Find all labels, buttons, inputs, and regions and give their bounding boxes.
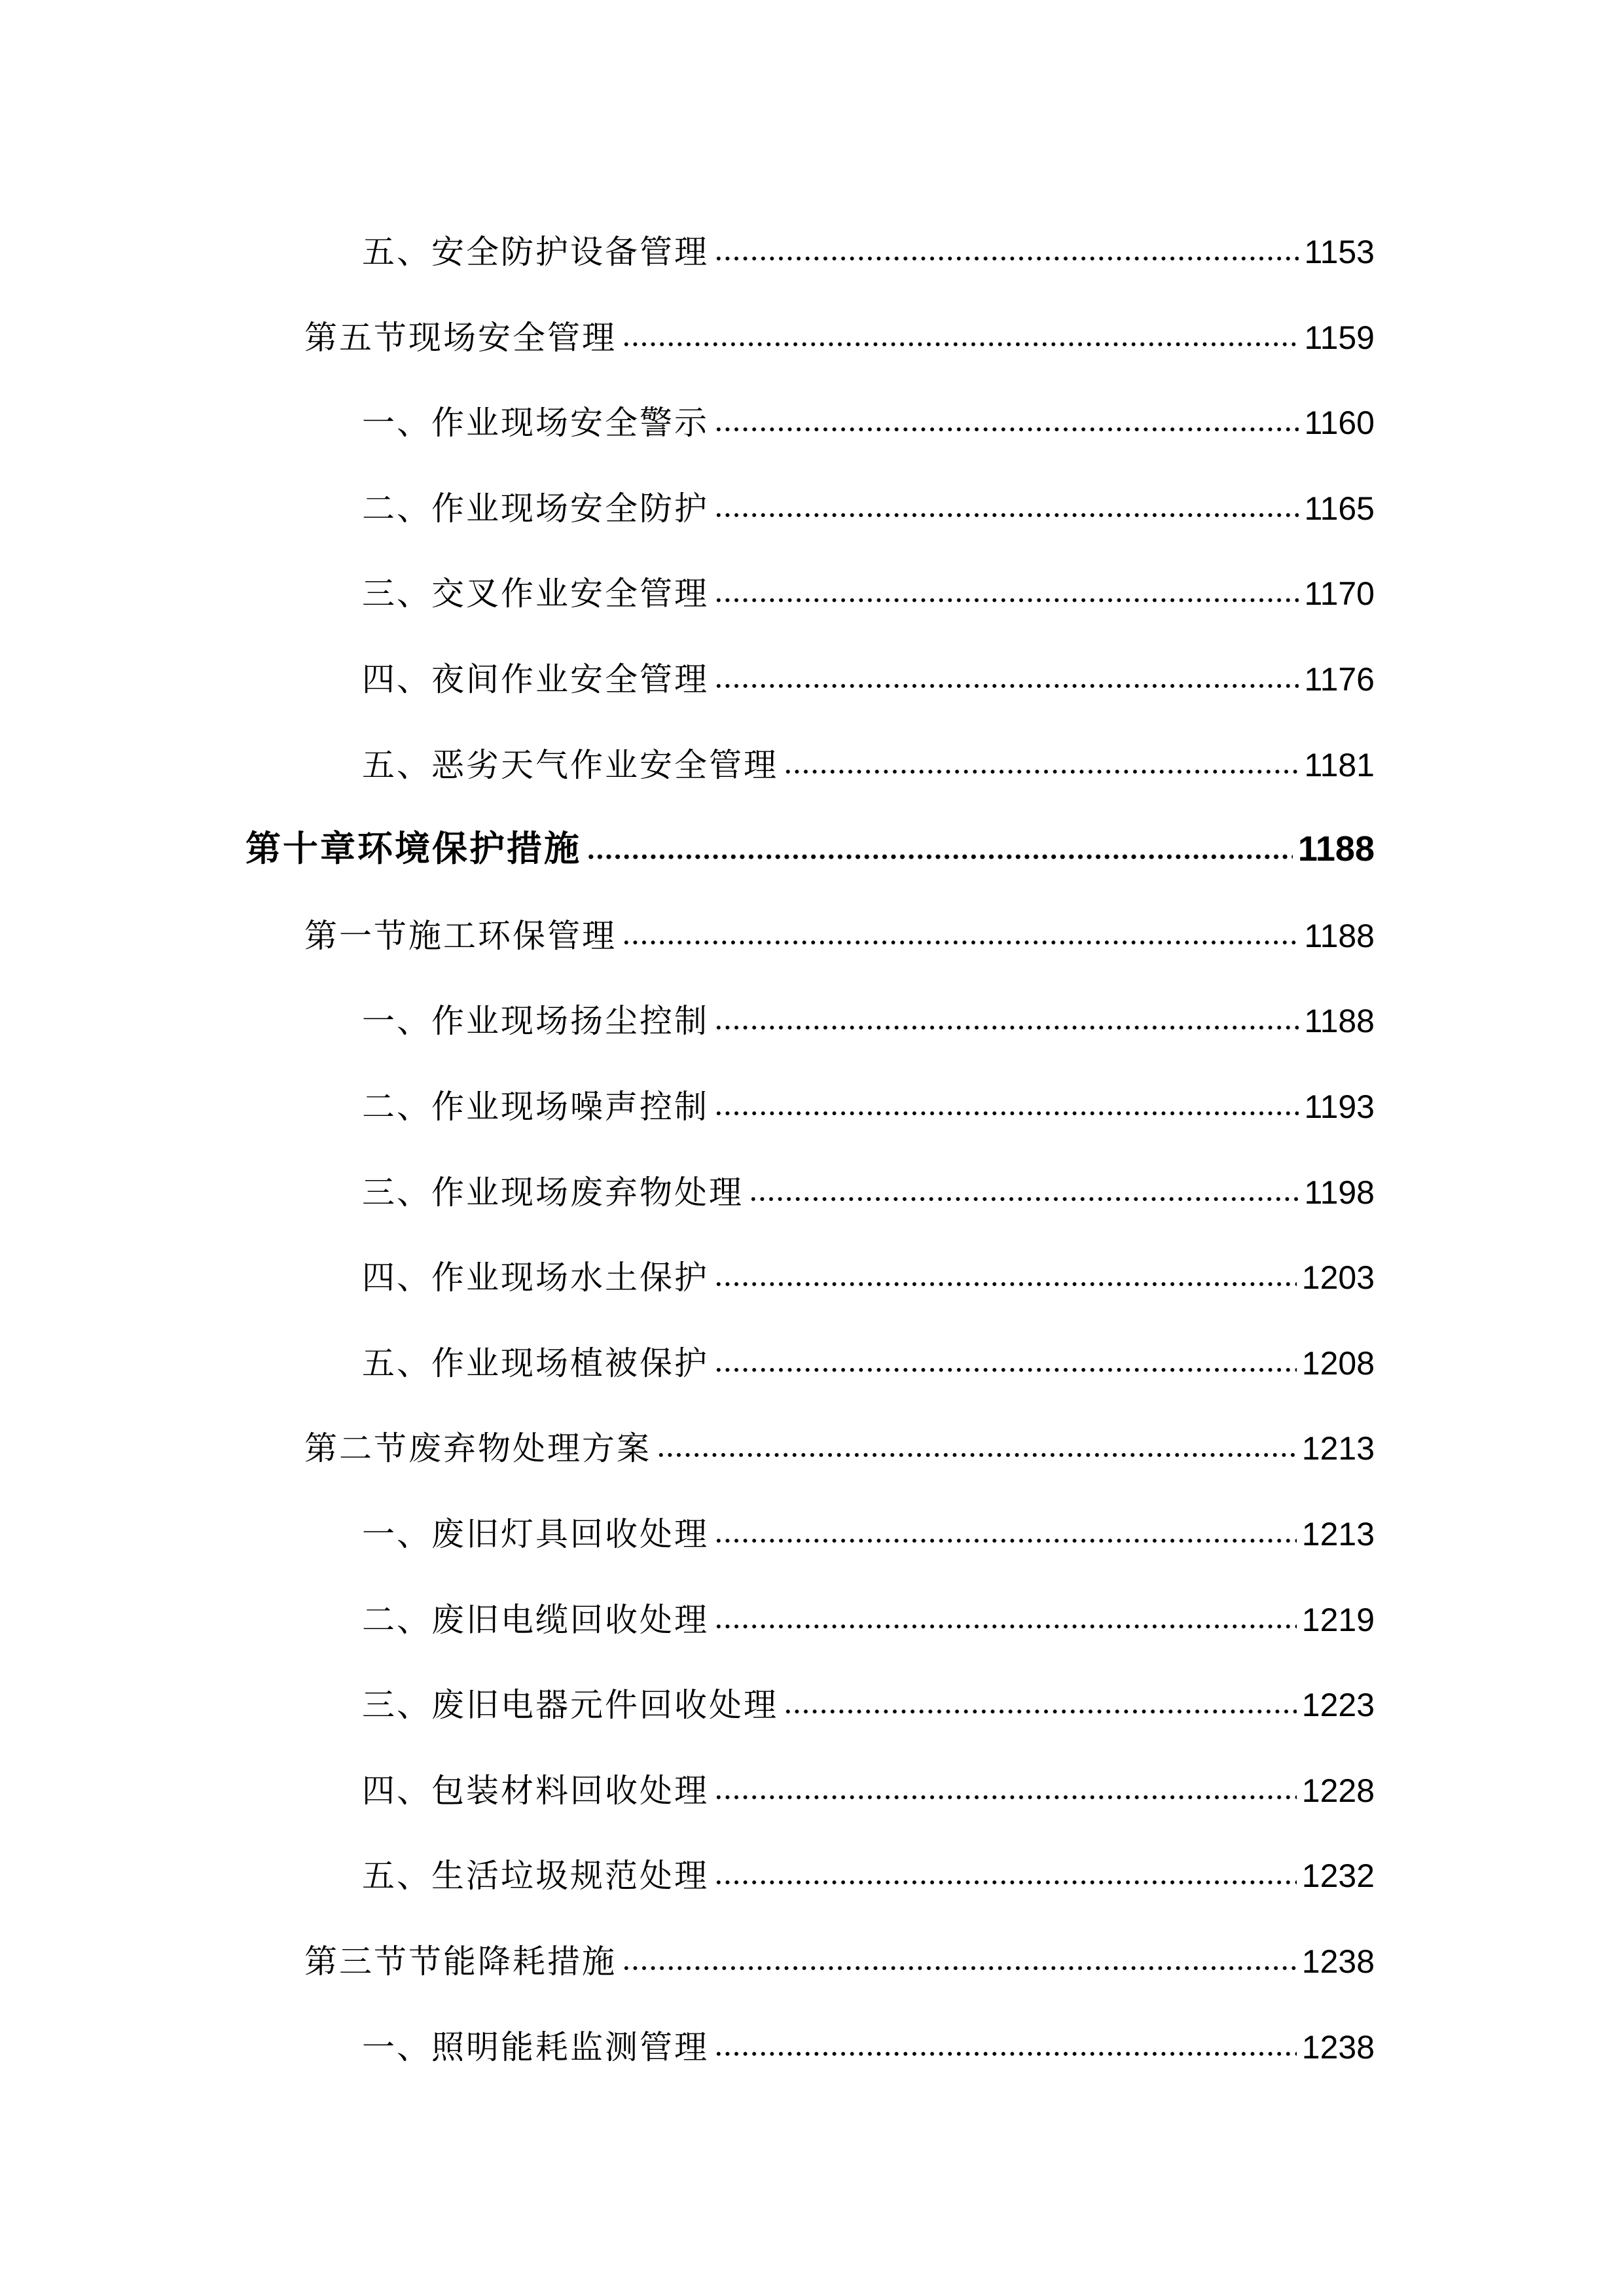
toc-entry-title: 二、废旧电缆回收处理 <box>362 1600 709 1639</box>
toc-entry-title: 三、作业现场废弃物处理 <box>362 1173 744 1211</box>
toc-page-number: 1232 <box>1301 1857 1375 1895</box>
toc-dot-leader <box>622 938 1299 947</box>
toc-subsection-entry[interactable] <box>362 643 1375 696</box>
toc-section-entry[interactable] <box>304 302 1375 357</box>
toc-dot-leader <box>586 852 1293 861</box>
toc-entry-title: 二、作业现场噪声控制 <box>362 1088 709 1126</box>
toc-page-number: 1208 <box>1301 1344 1375 1382</box>
toc-dot-leader <box>784 1707 1297 1716</box>
toc-page-number: 1193 <box>1304 1088 1375 1125</box>
toc-dot-leader <box>622 340 1299 349</box>
toc-page-number: 1219 <box>1301 1601 1375 1638</box>
toc-dot-leader <box>714 2049 1297 2058</box>
toc-page-number: 1188 <box>1304 917 1375 954</box>
toc-dot-leader <box>714 254 1299 263</box>
toc-section-entry[interactable] <box>304 1412 1375 1468</box>
toc-page-number: 1198 <box>1304 1174 1375 1211</box>
toc-page-number: 1181 <box>1304 746 1375 783</box>
toc-subsection-entry[interactable] <box>362 558 1375 613</box>
toc-page-number: 1188 <box>1304 1003 1375 1040</box>
toc-dot-leader <box>714 511 1299 520</box>
toc-page-number: 1213 <box>1301 1516 1375 1552</box>
toc-dot-leader <box>714 425 1299 434</box>
toc-entry-title: 一、废旧灯具回收处理 <box>362 1515 709 1553</box>
toc-entry-title: 三、交叉作业安全管理 <box>362 575 709 613</box>
toc-entry-title: 五、作业现场植被保护 <box>362 1344 709 1382</box>
toc-subsection-entry[interactable] <box>362 1327 1375 1380</box>
toc-dot-leader <box>714 596 1299 605</box>
toc-entry-title: 三、废旧电器元件回收处理 <box>362 1686 778 1725</box>
toc-subsection-entry[interactable] <box>362 1157 1375 1209</box>
toc-dot-leader <box>749 1194 1299 1204</box>
toc-subsection-entry[interactable] <box>362 216 1375 271</box>
toc-entry-title: 一、作业现场安全警示 <box>362 404 709 442</box>
toc-entry-title: 第五节现场安全管理 <box>304 318 617 357</box>
toc-entry-title: 第一节施工环保管理 <box>304 916 617 955</box>
toc-dot-leader <box>714 681 1299 691</box>
toc-page-number: 1213 <box>1301 1430 1375 1467</box>
toc-dot-leader <box>784 767 1299 776</box>
toc-page-number: 1176 <box>1304 661 1375 698</box>
toc-entry-title: 五、恶劣天气作业安全管理 <box>362 745 778 784</box>
toc-subsection-entry[interactable] <box>362 387 1375 442</box>
toc-page-number: 1238 <box>1301 1943 1375 1980</box>
toc-dot-leader <box>714 1023 1299 1032</box>
toc-subsection-entry[interactable] <box>362 1755 1375 1810</box>
toc-section-entry[interactable] <box>304 1926 1375 1981</box>
toc-entry-title: 二、作业现场安全防护 <box>362 489 709 528</box>
toc-page-number: 1203 <box>1301 1259 1375 1297</box>
toc-subsection-entry[interactable] <box>362 1584 1375 1639</box>
toc-entry-title: 一、照明能耗监测管理 <box>362 2028 709 2066</box>
toc-entry-title: 第三节节能降耗措施 <box>304 1943 617 1981</box>
toc-entry-title: 五、生活垃圾规范处理 <box>362 1857 709 1895</box>
toc-subsection-entry[interactable] <box>362 1669 1375 1725</box>
toc-dot-leader <box>714 1280 1297 1289</box>
toc-section-entry[interactable] <box>304 900 1375 955</box>
toc-entry-title: 第二节废弃物处理方案 <box>304 1429 651 1468</box>
toc-page-number: 1228 <box>1301 1772 1375 1809</box>
toc-entry-title: 一、作业现场扬尘控制 <box>362 1002 709 1041</box>
toc-page-number: 1238 <box>1301 2028 1375 2066</box>
toc-subsection-entry[interactable] <box>362 2011 1375 2064</box>
toc-page-number: 1165 <box>1304 490 1375 527</box>
toc-dot-leader <box>714 1622 1297 1631</box>
toc-page-number: 1223 <box>1301 1687 1375 1724</box>
toc-dot-leader <box>657 1450 1297 1460</box>
toc-dot-leader <box>714 1109 1299 1118</box>
toc-entry-title: 四、包装材料回收处理 <box>362 1771 709 1810</box>
toc-dot-leader <box>714 1365 1297 1374</box>
toc-page-number: 1153 <box>1304 234 1375 270</box>
toc-page-number: 1188 <box>1297 829 1375 869</box>
toc-entry-title: 四、夜间作业安全管理 <box>362 660 709 698</box>
toc-dot-leader <box>714 1878 1297 1887</box>
toc-chapter-entry[interactable] <box>245 814 1375 870</box>
toc-dot-leader <box>622 1964 1297 1973</box>
toc-entry-title: 第十章环境保护措施 <box>245 828 581 870</box>
toc-subsection-entry[interactable] <box>362 1840 1375 1895</box>
toc-subsection-entry[interactable] <box>362 1242 1375 1297</box>
toc-subsection-entry[interactable] <box>362 985 1375 1041</box>
toc-page-number: 1160 <box>1304 404 1375 442</box>
toc-dot-leader <box>714 1536 1297 1545</box>
toc-subsection-entry[interactable] <box>362 473 1375 528</box>
toc-subsection-entry[interactable] <box>362 729 1375 784</box>
toc-subsection-entry[interactable] <box>362 1498 1375 1551</box>
toc-entry-title: 五、安全防护设备管理 <box>362 233 709 271</box>
toc-page-number: 1159 <box>1304 319 1375 356</box>
toc-entry-title: 四、作业现场水土保护 <box>362 1259 709 1297</box>
toc-dot-leader <box>714 1793 1297 1802</box>
toc-page-number: 1170 <box>1304 575 1375 613</box>
toc-subsection-entry[interactable] <box>362 1071 1375 1126</box>
